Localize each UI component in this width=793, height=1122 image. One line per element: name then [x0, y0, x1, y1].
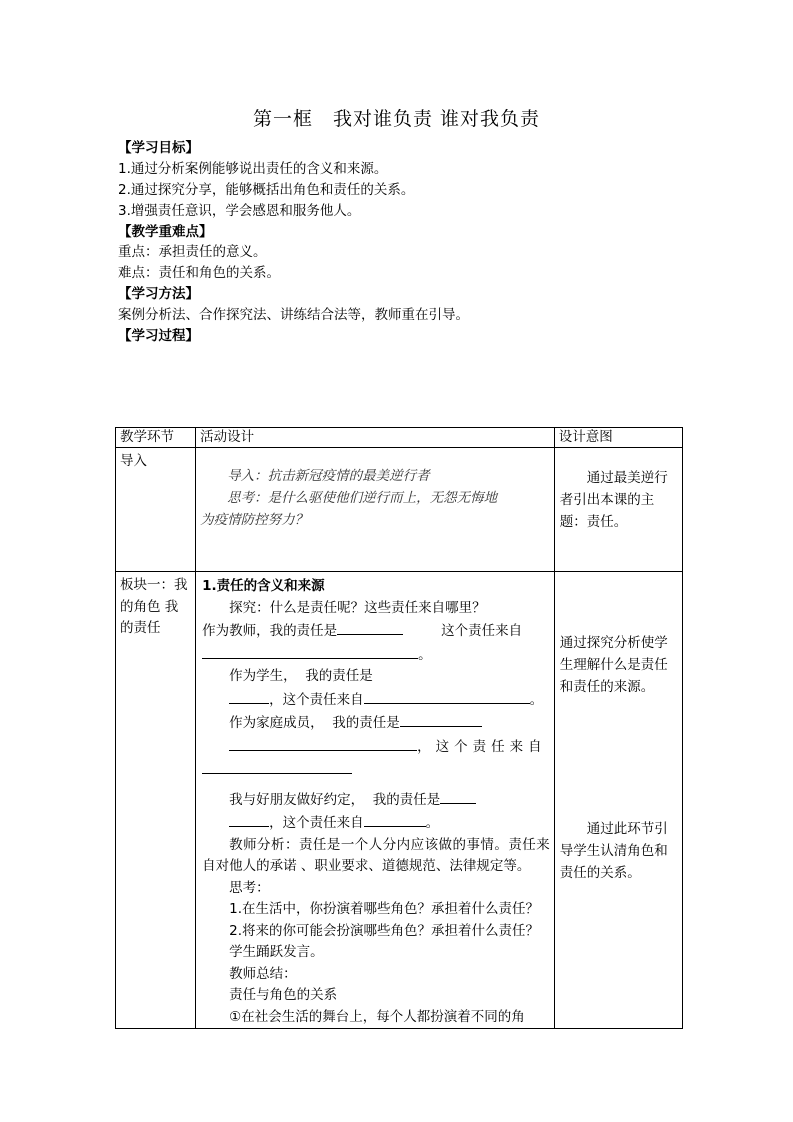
friend-source-line: ，这个责任来自 。 [202, 811, 550, 835]
header-activity: 活动设计 [196, 428, 555, 448]
blank-field[interactable] [364, 688, 530, 704]
family-line: 作为家庭成员， 我的责任是 [202, 711, 550, 735]
blank-field[interactable] [202, 643, 418, 659]
explore-question: 探究：什么是责任呢？这些责任来自哪里？ [229, 599, 486, 616]
intent-intro: 通过最美逆行者引出本课的主题：责任。 [554, 448, 682, 572]
blank-field[interactable] [400, 711, 482, 727]
activity-block1 [196, 572, 555, 1029]
key-point: 重点：承担责任的意义。 [118, 244, 267, 261]
relation-heading: 责任与角色的关系 [229, 987, 338, 1003]
point-1: ①在社会生活的舞台上，每个人都扮演着不同的角 [229, 1008, 525, 1025]
table-header-row [116, 428, 683, 448]
think-label: 思考： [229, 879, 270, 896]
intent-block1 [554, 572, 682, 1029]
blank-field[interactable] [229, 811, 269, 827]
blank-field[interactable] [229, 688, 269, 704]
keypoints-heading: 【教学重难点】 [118, 223, 213, 240]
intent-2: 通过此环节引导学生认清角色和责任的关系。 [559, 821, 668, 881]
blank-field[interactable] [364, 811, 426, 827]
goal-1: 1.通过分析案例能够说出责任的含义和来源。 [118, 160, 388, 177]
goal-3: 3.增强责任意识，学会感恩和服务他人。 [118, 202, 361, 219]
header-stage: 教学环节 [116, 428, 196, 448]
think-line1: 思考：是什么驱使他们逆行而上，无怨无悔地 [227, 490, 498, 506]
student-line: 作为学生， 我的责任是 [229, 668, 373, 684]
intro-line: 导入：抗击新冠疫情的最美逆行者 [227, 468, 430, 484]
blank-field[interactable] [337, 619, 403, 635]
teacher-analysis: 教师分析：责任是一个人分内应该做的事情。责任来自对他人的承诺 、职业要求、道德规范、法律规定等。 [202, 836, 550, 874]
think-line2: 为疫情防控努力？ [200, 512, 309, 528]
methods-text: 案例分析法、合作探究法、讲练结合法等，教师重在引导。 [118, 307, 469, 324]
family-source-blank [202, 758, 550, 782]
table-row [116, 448, 683, 572]
stage-intro: 导入 [116, 448, 196, 572]
question-1: 1.在生活中，你扮演着哪些角色？承担着什么责任？ [229, 901, 540, 917]
header-intent: 设计意图 [554, 428, 682, 448]
methods-heading: 【学习方法】 [118, 286, 199, 303]
goals-heading: 【学习目标】 [118, 140, 199, 156]
teacher-source-line: 。 [202, 643, 550, 667]
student-source-line: ，这个责任来自 。 [202, 688, 550, 712]
friend-line: 我与好朋友做好约定， 我的责任是 [202, 788, 550, 812]
students-speak: 学生踊跃发言。 [229, 944, 324, 960]
difficult-point: 难点：责任和角色的关系。 [118, 265, 280, 282]
section-heading: 1.责任的含义和来源 [202, 578, 325, 594]
activity-intro [196, 448, 555, 572]
title-part2: 我对谁负责 谁对我负责 [332, 108, 541, 130]
lesson-table [115, 427, 683, 1029]
family-source-line: ，这个责任来自 [202, 735, 550, 759]
intro-section [118, 138, 688, 347]
teacher-summary: 教师总结： [229, 965, 297, 982]
stage-block1: 板块一：我的角色 我的责任 [116, 572, 196, 1029]
teacher-line: 作为教师，我的责任是 这个责任来自 [202, 619, 550, 643]
goal-2: 2.通过探究分享，能够概括出角色和责任的关系。 [118, 181, 415, 198]
intent-1: 通过探究分析使学生理解什么是责任和责任的来源。 [559, 635, 668, 695]
question-2: 2.将来的你可能会扮演哪些角色？承担着什么责任？ [229, 922, 540, 939]
page-title [0, 104, 793, 131]
process-heading: 【学习过程】 [118, 328, 199, 345]
blank-field[interactable] [440, 788, 476, 804]
table-row [116, 572, 683, 1029]
blank-field[interactable] [229, 735, 417, 751]
blank-field[interactable] [202, 758, 352, 774]
title-part1: 第一框 [252, 108, 313, 130]
